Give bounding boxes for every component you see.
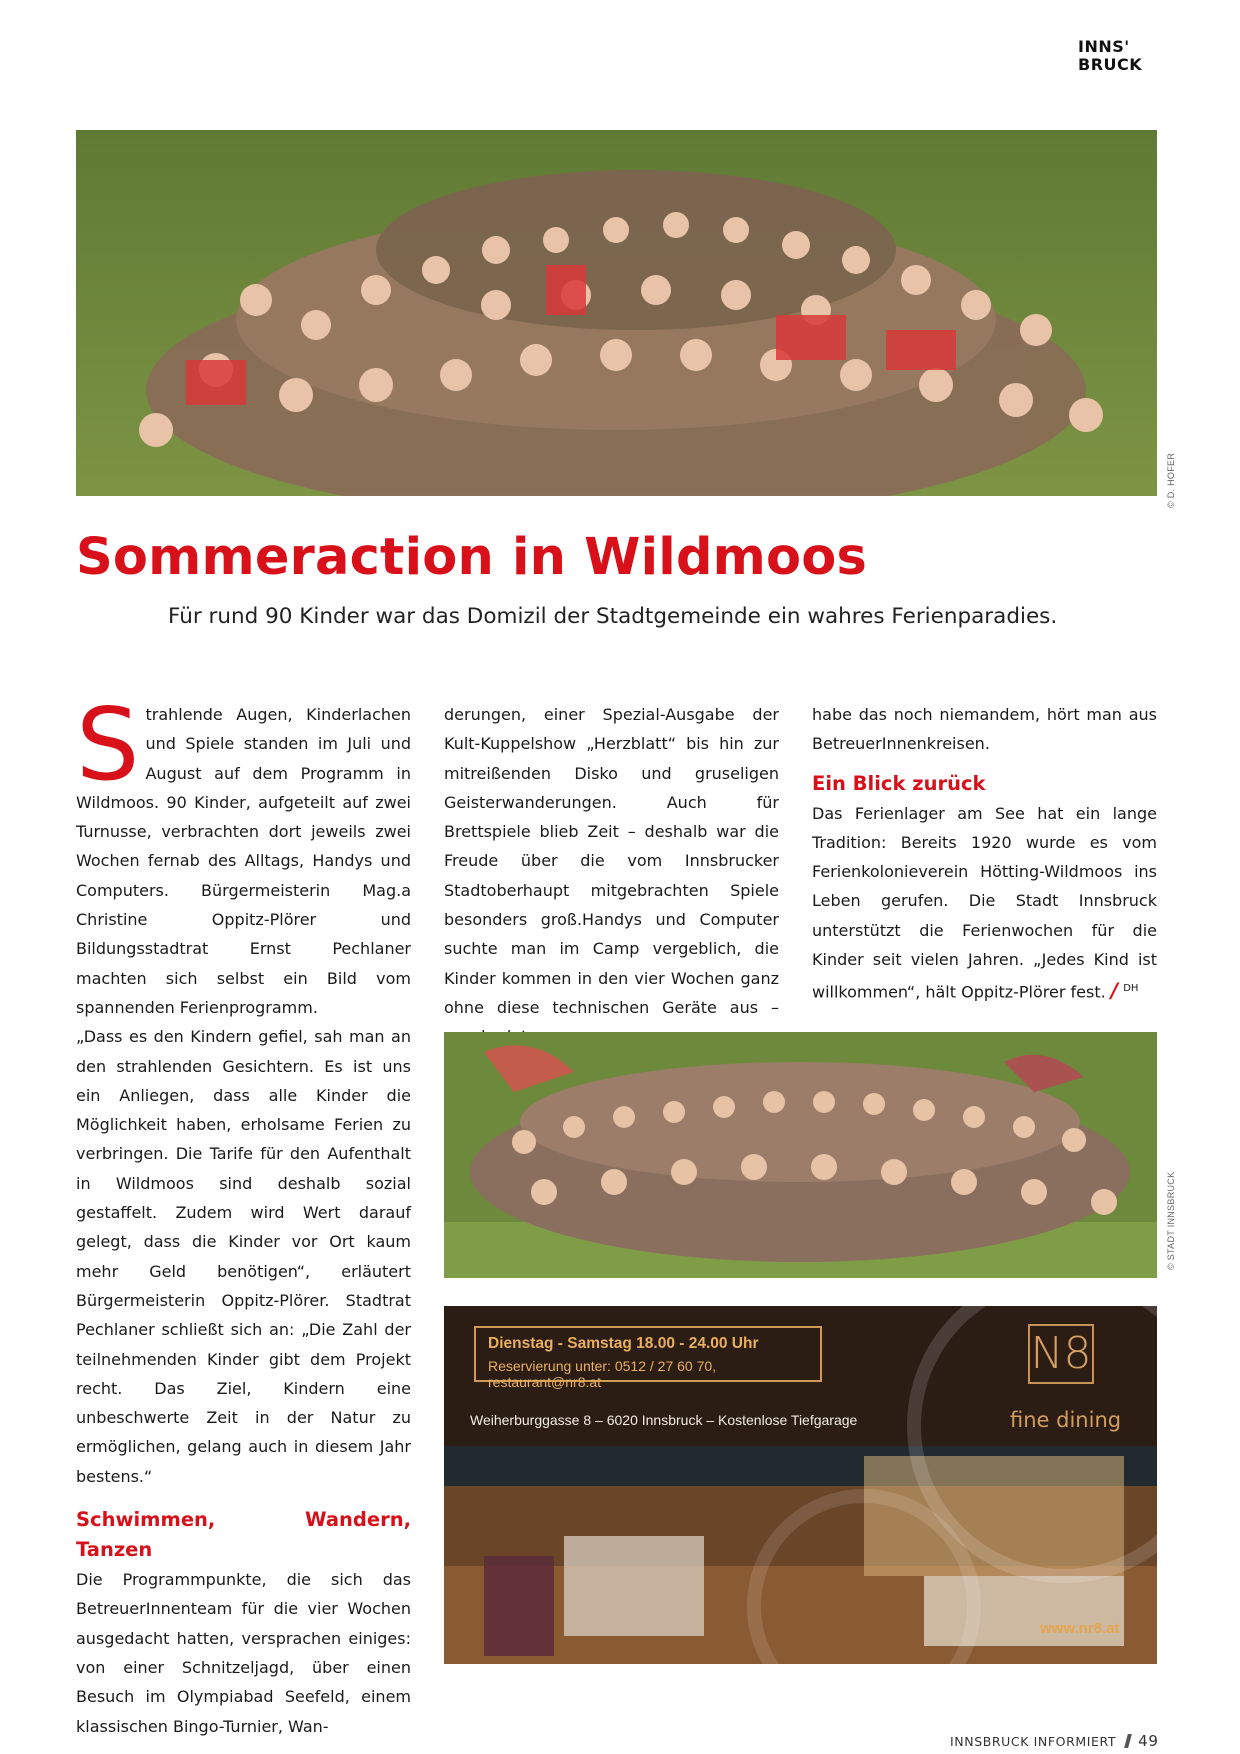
- opening-hours-box: [474, 1326, 822, 1390]
- logo-line-1: INNS': [1078, 37, 1130, 56]
- opening-hours: Dienstag - Samstag 18.00 - 24.00 Uhr: [488, 1335, 759, 1352]
- footer-divider: [1124, 1734, 1132, 1748]
- drop-cap: S: [76, 686, 140, 803]
- section-heading-schwimmen: Schwimmen, Wandern, Tanzen: [76, 1508, 411, 1562]
- top-photo: [76, 130, 1157, 496]
- logo-line-2: BRUCK: [1078, 55, 1143, 74]
- top-photo-credit: © D. HOFER: [1166, 452, 1176, 508]
- reservation-info: Reservierung unter: 0512 / 27 60 70, restaurant@nr8.at: [488, 1358, 717, 1390]
- col3-paragraph-1: habe das noch niemandem, hört man aus BetreuerInnenkreisen.: [812, 705, 1157, 754]
- mid-photo: [444, 1032, 1157, 1278]
- author-initials: DH: [1123, 983, 1139, 995]
- section-heading-blick-zurueck: Ein Blick zurück: [812, 771, 986, 795]
- page-footer: [950, 1732, 1158, 1750]
- restaurant-website-link[interactable]: www.nr8.at: [1040, 1620, 1120, 1637]
- col1-paragraph-2: „Dass es den Kindern gefiel, sah man an den strahlenden Gesichtern. Es ist uns ein Anliegen, dass alle Kinder die Möglichkeit haben, erholsame Ferien zu verbringen. Die Tarife für den Aufenthalt in Wildmoos sind deshalb sozial gestaffelt. Zudem wird Wert darauf gelegt, dass die Kinder vor Ort kaum mehr Geld benötigen“, erläutert Bürgermeisterin Oppitz-Plörer. Stadtrat Pechlaner schließt sich an: „Die Zahl der teilnehmenden Kinder gibt dem Projekt recht. Das Ziel, Kindern eine unbeschwerte Zeit in der Natur zu ermöglichen, gelang auch in diesem Jahr bestens.“: [76, 1027, 411, 1486]
- article-column-1: [76, 686, 411, 1741]
- restaurant-tagline: fine dining: [1010, 1408, 1122, 1432]
- col3-paragraph-2-text: Das Ferienlager am See hat ein lange Tradition: Bereits 1920 wurde es vom Ferienkolonieverein Hötting-Wildmoos ins Leben gerufen. Die Stadt Innsbruck unterstützt die Ferienwochen für die Kinder seit vielen Jahren. „Jedes Kind ist willkommen“, hält Oppitz-Plörer fest.: [812, 803, 1157, 1002]
- col1-paragraph-1: trahlende Augen, Kinderlachen und Spiele standen im Juli und August auf dem Programm in Wildmoos. 90 Kinder, aufgeteilt auf zwei Turnusse, verbrachten dort jeweils zwei Wochen fernab des Alltags, Handys und Computers. Bürgermeisterin Mag.a Christine Oppitz-Plörer und Bildungsstadtrat Ernst Pechlaner machten sich selbst ein Bild vom spannenden Ferienprogramm.: [76, 705, 411, 1017]
- article-title: Sommeraction in Wildmoos: [76, 528, 868, 587]
- restaurant-logo: N8: [1028, 1324, 1094, 1384]
- article-column-3: [812, 700, 1157, 1007]
- col3-paragraph-2: [812, 799, 1157, 1007]
- mid-photo-credit: © STADT INNSBRUCK: [1166, 1171, 1176, 1270]
- restaurant-advertisement[interactable]: [444, 1306, 1157, 1664]
- publication-name: INNSBRUCK INFORMIERT: [950, 1734, 1117, 1749]
- article-column-2: [444, 700, 779, 1052]
- article-subtitle: Für rund 90 Kinder war das Domizil der Stadtgemeinde ein wahres Ferienparadies.: [168, 604, 1058, 629]
- restaurant-address: Weiherburggasse 8 – 6020 Innsbruck – Kostenlose Tiefgarage: [470, 1412, 858, 1428]
- col1-paragraph-3: Die Programmpunkte, die sich das BetreuerInnenteam für die vier Wochen ausgedacht hatten, versprachen einiges: von einer Schnitzeljagd, über einen Besuch im Olympiabad Seefeld, einem klassischen Bingo-Turnier, Wan-: [76, 1570, 411, 1736]
- end-mark-icon: /: [1110, 978, 1119, 1003]
- page-number: 49: [1138, 1732, 1159, 1750]
- magazine-logo: [1078, 38, 1158, 74]
- col2-paragraph-1: derungen, einer Spezial-Ausgabe der Kult-Kuppelshow „Herzblatt“ bis hin zur mitreißenden Disko und gruseligen Geisterwanderungen. Auch für Brettspiele blieb Zeit – deshalb war die Freude über die vom Innsbrucker Stadtoberhaupt mitgebrachten Spiele besonders groß.Handys und Computer suchte man im Camp vergeblich, die Kinder kommen in den vier Wochen ganz ohne diese technischen Geräte aus –: [444, 705, 779, 1017]
